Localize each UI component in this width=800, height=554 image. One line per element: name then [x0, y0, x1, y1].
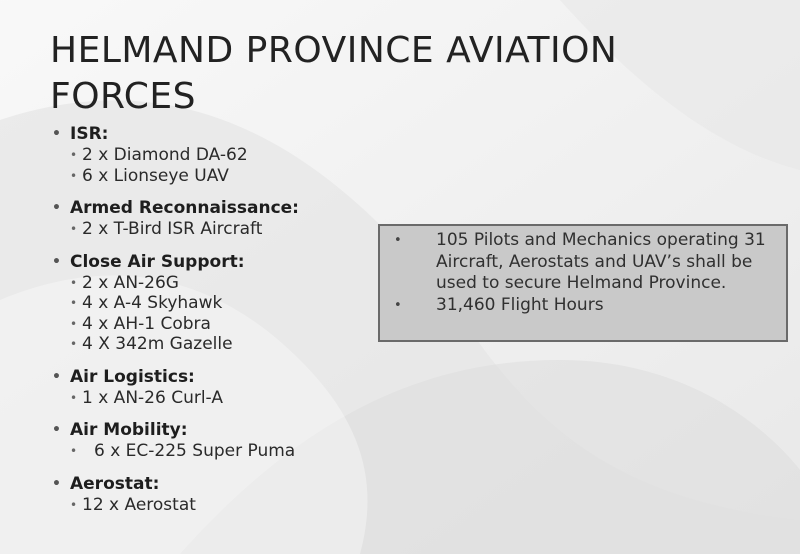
section-heading-text: Air Mobility: — [70, 420, 188, 440]
section-heading — [52, 420, 372, 441]
list-item — [52, 441, 372, 462]
list-item — [52, 145, 372, 166]
section-heading — [52, 367, 372, 388]
bullet-icon: • — [70, 168, 78, 183]
bullet-icon: • — [70, 390, 78, 405]
section-heading — [52, 474, 372, 495]
summary-callout-box — [378, 224, 788, 342]
list-item-text: 6 x EC-225 Super Puma — [94, 441, 296, 461]
slide-title: HELMAND PROVINCE AVIATION FORCES — [50, 30, 618, 117]
list-item — [52, 273, 372, 294]
section-heading-text: ISR: — [70, 124, 109, 144]
bullet-icon: • — [70, 275, 78, 290]
callout-item-text: 105 Pilots and Mechanics operating 31 Aircraft, Aerostats and UAV’s shall be used to secure Helmand Province. — [436, 230, 766, 293]
section-heading-text: Air Logistics: — [70, 366, 195, 387]
bullet-icon: • — [70, 316, 78, 331]
callout-item — [386, 295, 776, 317]
section-heading — [52, 198, 372, 219]
section-heading — [52, 124, 372, 145]
bullet-icon: • — [52, 253, 61, 270]
list-item — [52, 314, 372, 335]
list-item — [52, 219, 372, 240]
bullet-icon: • — [52, 475, 61, 492]
bullet-icon: • — [394, 233, 402, 248]
section-heading-text: Aerostat: — [70, 473, 160, 494]
list-item-text: 4 x A-4 Skyhawk — [82, 293, 223, 313]
callout-item-text: 31,460 Flight Hours — [436, 294, 604, 315]
section-isr — [52, 124, 372, 186]
bullet-icon: • — [394, 297, 402, 313]
bullet-icon: • — [52, 422, 61, 438]
list-item-text: 4 X 342m Gazelle — [82, 334, 233, 354]
bullet-icon: • — [52, 126, 61, 142]
list-item-text: 12 x Aerostat — [82, 494, 196, 515]
bullet-icon: • — [70, 222, 78, 236]
section-armed-reconnaissance — [52, 198, 372, 240]
section-heading-text: Armed Reconnaissance: — [70, 198, 299, 218]
section-heading-text: Close Air Support: — [70, 251, 245, 272]
list-item-text: 4 x AH-1 Cobra — [82, 313, 211, 334]
aviation-sections-list — [52, 124, 372, 527]
bullet-icon: • — [52, 368, 61, 385]
list-item-text: 2 x AN-26G — [82, 272, 179, 293]
bullet-icon: • — [70, 148, 78, 162]
section-aerostat — [52, 474, 372, 516]
list-item — [52, 334, 372, 355]
list-item — [52, 495, 372, 516]
list-item-text: 2 x T-Bird ISR Aircraft — [82, 219, 263, 239]
bullet-icon: • — [52, 200, 61, 216]
bullet-icon: • — [70, 296, 78, 310]
section-air-mobility — [52, 420, 372, 462]
section-air-logistics — [52, 367, 372, 409]
section-heading — [52, 252, 372, 273]
list-item — [52, 388, 372, 409]
list-item — [52, 293, 372, 314]
list-item-text: 2 x Diamond DA-62 — [82, 145, 248, 165]
bullet-icon: • — [70, 444, 78, 458]
section-close-air-support — [52, 252, 372, 355]
list-item — [52, 166, 372, 187]
bullet-icon: • — [70, 497, 78, 512]
callout-item — [386, 230, 776, 295]
list-item-text: 6 x Lionseye UAV — [82, 165, 229, 186]
list-item-text: 1 x AN-26 Curl-A — [82, 387, 223, 408]
bullet-icon: • — [70, 337, 78, 351]
